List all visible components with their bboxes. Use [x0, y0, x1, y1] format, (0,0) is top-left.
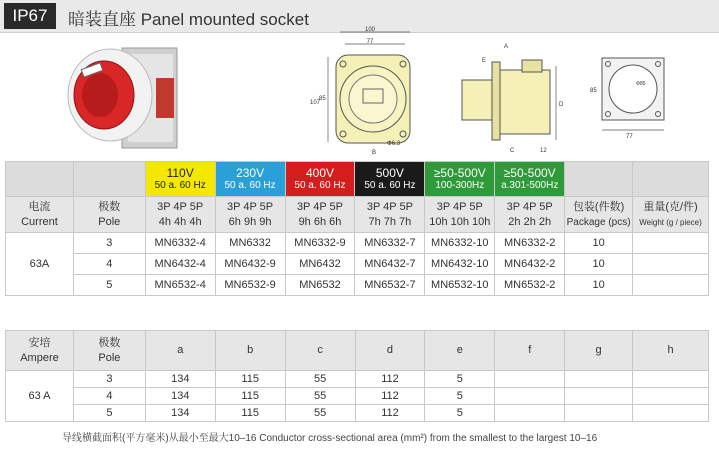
svg-text:D: D	[559, 102, 564, 108]
svg-text:77: 77	[366, 39, 374, 45]
col-h-header: h	[633, 331, 709, 371]
col-b-header: b	[215, 331, 285, 371]
weight-value	[633, 233, 709, 254]
pole-value: 5	[73, 275, 145, 296]
pin-config: 3P 4P 5P 9h 6h 6h	[285, 197, 355, 233]
svg-text:E: E	[482, 58, 487, 64]
voltage-400v: 400V 50 a. 60 Hz	[285, 162, 355, 197]
dimension-value	[495, 405, 565, 422]
pole-value: 3	[73, 233, 145, 254]
svg-text:100: 100	[364, 27, 376, 33]
panel-cutout-drawing	[588, 52, 673, 142]
voltage-230v: 230V 50 a. 60 Hz	[215, 162, 285, 197]
model-number: MN6532-2	[495, 275, 565, 296]
current-value: 63A	[6, 233, 74, 296]
svg-text:Φ85: Φ85	[636, 81, 646, 87]
page-title: 暗装直座 Panel mounted socket	[68, 10, 309, 29]
dimension-value: 5	[425, 388, 495, 405]
dimension-value	[633, 371, 709, 388]
package-value: 10	[565, 275, 633, 296]
dimension-value: 55	[285, 388, 355, 405]
header-row	[6, 197, 709, 233]
ampere-header: 安培 Ampere	[6, 331, 74, 371]
package-value: 10	[565, 233, 633, 254]
dimension-value: 115	[215, 405, 285, 422]
svg-text:85: 85	[319, 96, 326, 102]
model-number: MN6532	[285, 275, 355, 296]
ip-rating-badge: IP67	[4, 3, 56, 29]
col-c-header: c	[285, 331, 355, 371]
dimension-value: 5	[425, 371, 495, 388]
ampere-value: 63 A	[6, 371, 74, 422]
model-number: MN6432	[285, 254, 355, 275]
dimension-value: 112	[355, 388, 425, 405]
model-number: MN6432-9	[215, 254, 285, 275]
model-number: MN6332-7	[355, 233, 425, 254]
dimension-value: 55	[285, 371, 355, 388]
side-view-drawing	[452, 40, 572, 155]
dimension-value	[565, 371, 633, 388]
svg-text:85: 85	[590, 88, 597, 94]
dimension-value	[565, 405, 633, 422]
pole-value: 3	[73, 371, 145, 388]
conductor-footnote: 导线横截面积(平方毫米)从最小至最大10–16 Conductor cross-sectional area (mm²) from the smallest to the largest 10–16	[62, 433, 598, 444]
model-number: MN6332-9	[285, 233, 355, 254]
col-d-header: d	[355, 331, 425, 371]
model-number: MN6432-10	[425, 254, 495, 275]
pin-config: 3P 4P 5P 4h 4h 4h	[145, 197, 215, 233]
dimension-value: 134	[145, 388, 215, 405]
col-e-header: e	[425, 331, 495, 371]
table-row	[6, 254, 709, 275]
model-number: MN6432-7	[355, 254, 425, 275]
voltage-row	[6, 162, 709, 197]
current-header: 电流 Current	[6, 197, 74, 233]
model-number: MN6332-10	[425, 233, 495, 254]
svg-text:77: 77	[626, 134, 633, 140]
pole-value: 4	[73, 388, 145, 405]
header-row	[6, 331, 709, 371]
svg-text:Φ6.3: Φ6.3	[387, 141, 401, 147]
package-header: 包装(件数) Package (pcs)	[565, 197, 633, 233]
table-row	[6, 275, 709, 296]
voltage-110v: 110V 50 a. 60 Hz	[145, 162, 215, 197]
socket-product-image	[60, 38, 190, 153]
front-view-drawing	[300, 22, 435, 157]
pin-config: 3P 4P 5P 6h 9h 9h	[215, 197, 285, 233]
table-row	[6, 405, 709, 422]
table-row	[6, 388, 709, 405]
svg-text:12: 12	[540, 148, 547, 154]
dimension-value	[565, 388, 633, 405]
dimension-value	[633, 405, 709, 422]
pin-config: 3P 4P 5P 10h 10h 10h	[425, 197, 495, 233]
pole-header: 极数 Pole	[73, 331, 145, 371]
blank-cell	[73, 162, 145, 197]
dimension-value	[495, 371, 565, 388]
dimension-value	[495, 388, 565, 405]
package-value: 10	[565, 254, 633, 275]
weight-value	[633, 275, 709, 296]
dimension-value: 55	[285, 405, 355, 422]
model-number: MN6432-2	[495, 254, 565, 275]
model-number: MN6532-4	[145, 275, 215, 296]
col-a-header: a	[145, 331, 215, 371]
dimension-value: 5	[425, 405, 495, 422]
dimension-value	[633, 388, 709, 405]
voltage-50-500v-100-300hz: ≥50-500V 100-300Hz	[425, 162, 495, 197]
dimension-value: 115	[215, 388, 285, 405]
svg-text:C: C	[510, 148, 515, 154]
dimension-value: 134	[145, 405, 215, 422]
dimension-table	[5, 330, 709, 422]
blank-cell	[633, 162, 709, 197]
pin-config: 3P 4P 5P 7h 7h 7h	[355, 197, 425, 233]
model-table	[5, 161, 709, 296]
model-number: MN6332-4	[145, 233, 215, 254]
pole-value: 5	[73, 405, 145, 422]
voltage-500v: 500V 50 a. 60 Hz	[355, 162, 425, 197]
dimension-value: 112	[355, 371, 425, 388]
pole-value: 4	[73, 254, 145, 275]
svg-text:A: A	[504, 44, 509, 50]
pin-config: 3P 4P 5P 2h 2h 2h	[495, 197, 565, 233]
dimension-value: 134	[145, 371, 215, 388]
svg-text:107: 107	[310, 100, 321, 106]
model-number: MN6532-7	[355, 275, 425, 296]
weight-header: 重量(克/件) Weight (g / piece)	[633, 197, 709, 233]
blank-cell	[6, 162, 74, 197]
weight-value	[633, 254, 709, 275]
dimension-value: 112	[355, 405, 425, 422]
model-number: MN6432-4	[145, 254, 215, 275]
model-number: MN6332-2	[495, 233, 565, 254]
col-f-header: f	[495, 331, 565, 371]
table-row	[6, 371, 709, 388]
pole-header: 极数 Pole	[73, 197, 145, 233]
model-number: MN6532-9	[215, 275, 285, 296]
blank-cell	[565, 162, 633, 197]
model-number: MN6332	[215, 233, 285, 254]
dimension-value: 115	[215, 371, 285, 388]
model-number: MN6532-10	[425, 275, 495, 296]
voltage-50-500v-301-500hz: ≥50-500V a.301-500Hz	[495, 162, 565, 197]
col-g-header: g	[565, 331, 633, 371]
table-row	[6, 233, 709, 254]
svg-text:B: B	[372, 150, 377, 156]
